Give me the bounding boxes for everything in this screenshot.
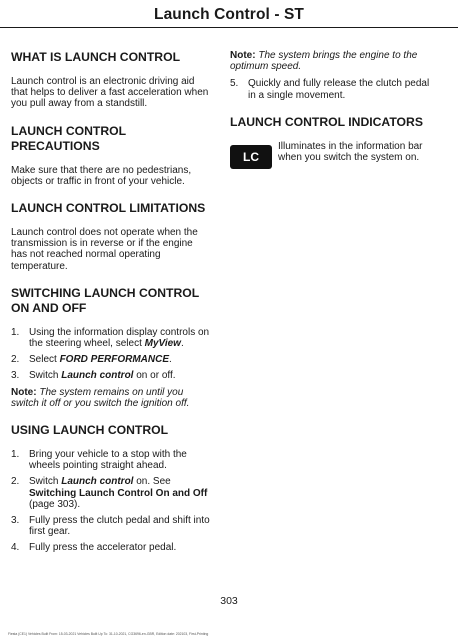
list-item: 1. Using the information display controls on the steering wheel, select MyView. xyxy=(11,326,210,350)
heading-precautions: LAUNCH CONTROL PRECAUTIONS xyxy=(11,123,126,153)
using-steps-list xyxy=(11,449,211,554)
switching-steps-list xyxy=(11,327,211,382)
launch-control-indicator-icon: LC xyxy=(230,145,272,169)
section-switching xyxy=(11,286,211,409)
page-number: 303 xyxy=(220,595,238,607)
body-limitations: Launch control does not operate when the transmission is in reverse or if the engine has not reached normal operating temperature. xyxy=(11,227,198,272)
body-precautions: Make sure that there are no pedestrians, objects or traffic in front of your vehicle. xyxy=(11,164,192,187)
list-item: 4. Fully press the accelerator pedal. xyxy=(11,542,177,554)
list-item: 3. Switch Launch control on or off. xyxy=(11,370,176,382)
list-item: 1. Bring your vehicle to a stop with the wheels pointing straight ahead. xyxy=(11,449,187,472)
switching-note: Note: The system remains on until you switch it off or you switch the ignition off. xyxy=(11,386,190,409)
list-item: 3. Fully press the clutch pedal and shift into first gear. xyxy=(11,515,210,538)
heading-limitations: LAUNCH CONTROL LIMITATIONS xyxy=(11,201,206,216)
heading-indicators: LAUNCH CONTROL INDICATORS xyxy=(230,114,423,129)
cross-reference-link[interactable]: Switching Launch Control On and Off xyxy=(29,487,208,499)
lc-indicator-row xyxy=(230,141,430,169)
right-column xyxy=(230,50,430,169)
section-limitations xyxy=(11,201,211,272)
section-using xyxy=(11,423,211,554)
left-column xyxy=(11,50,211,568)
indicator-description: Illuminates in the information bar when you switch the system on. xyxy=(278,140,423,164)
heading-using: USING LAUNCH CONTROL xyxy=(11,423,169,438)
engine-speed-note: Note: The system brings the engine to the optimum speed. xyxy=(230,50,418,73)
section-precautions xyxy=(11,124,211,187)
footer-text: Fiesta (CE1) Vehicles Built From: 15-03-2021 Vehicles Built Up To: 31-10-2021, CG3696-en-GBR, Edition date: 202103, First-Printing xyxy=(8,632,209,636)
heading-what-is: WHAT IS LAUNCH CONTROL xyxy=(11,50,181,64)
section-what-is xyxy=(11,50,211,110)
using-steps-continued xyxy=(230,78,430,100)
page-header-title: Launch Control - ST xyxy=(154,6,304,23)
list-item: 2. Select FORD PERFORMANCE. xyxy=(11,354,172,366)
list-item: 5. Quickly and fully release the clutch pedal in a single movement. xyxy=(230,78,430,101)
list-item: 2. Switch Launch control on. See Switching Launch Control On and Off (page 303). xyxy=(11,476,208,510)
header-divider xyxy=(0,27,458,28)
body-what-is: Launch control is an electronic driving aid that helps to deliver a fast acceleration when you pull away from a standstill. xyxy=(11,76,209,110)
heading-switching: SWITCHING LAUNCH CONTROL ON AND OFF xyxy=(11,285,199,315)
